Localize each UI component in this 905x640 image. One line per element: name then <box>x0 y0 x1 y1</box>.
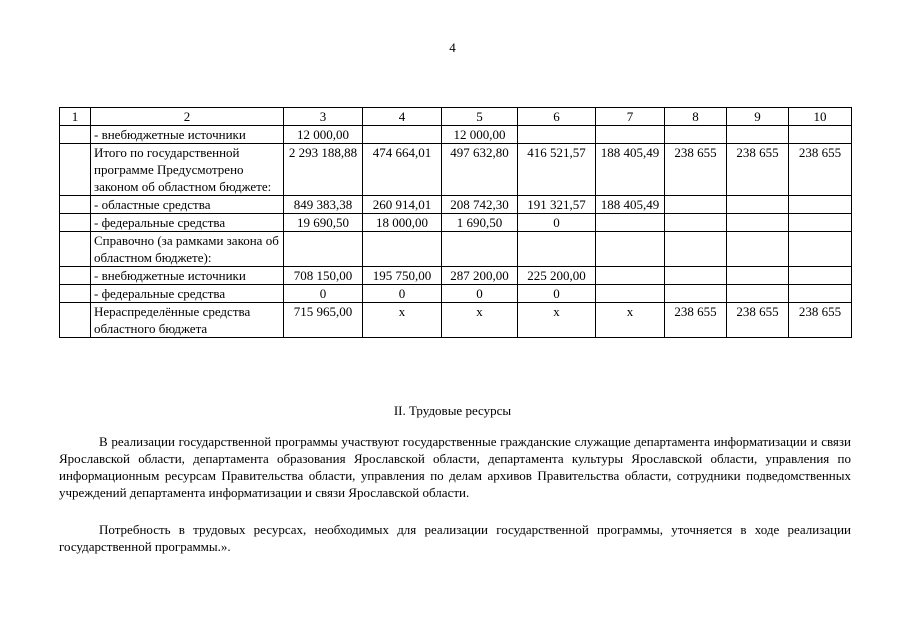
table-header-row <box>60 108 852 126</box>
table-cell <box>442 232 518 267</box>
table-cell <box>596 232 665 267</box>
table-cell: 497 632,80 <box>442 144 518 196</box>
table-cell <box>727 196 789 214</box>
row-label-cell: - областные средства <box>91 196 284 214</box>
column-header: 8 <box>665 108 727 126</box>
table-cell <box>665 126 727 144</box>
table-cell: 0 <box>518 285 596 303</box>
table-cell: 238 655 <box>665 144 727 196</box>
table-cell <box>596 214 665 232</box>
table-cell <box>60 285 91 303</box>
table-row <box>60 285 852 303</box>
page-number: 4 <box>449 40 456 55</box>
paragraph: Потребность в трудовых ресурсах, необходимых для реализации государственной программы, уточняется в ходе реализации государственной программы.». <box>59 522 851 554</box>
table-cell: 715 965,00 <box>284 303 363 338</box>
table-cell: х <box>596 303 665 338</box>
table-cell <box>60 267 91 285</box>
table-cell <box>789 196 852 214</box>
table-cell: 195 750,00 <box>363 267 442 285</box>
table-cell: 1 690,50 <box>442 214 518 232</box>
table-cell: 0 <box>442 285 518 303</box>
column-header: 9 <box>727 108 789 126</box>
table-cell <box>518 126 596 144</box>
table-cell: 188 405,49 <box>596 144 665 196</box>
table-cell <box>596 285 665 303</box>
table-cell: 474 664,01 <box>363 144 442 196</box>
table-cell: 188 405,49 <box>596 196 665 214</box>
column-header: 4 <box>363 108 442 126</box>
table-cell: 849 383,38 <box>284 196 363 214</box>
row-label-cell: Нераспределённые средства областного бюджета <box>91 303 284 338</box>
table-cell <box>789 232 852 267</box>
table-cell <box>518 232 596 267</box>
table-cell <box>60 303 91 338</box>
table-cell: 238 655 <box>789 144 852 196</box>
paragraph: В реализации государственной программы участвуют государственные гражданские служащие департамента информатизации и связи Ярославской области, департамента образования Ярославской области, департамента культуры Ярославской области, управления по информационным ресурсам Правительства области, управления по делам архивов Правительства области, сотрудники подведомственных учреждений департамента информатизации и связи Ярославской области. <box>59 434 851 500</box>
row-label-cell: - внебюджетные источники <box>91 126 284 144</box>
table-cell <box>789 285 852 303</box>
table-cell: 208 742,30 <box>442 196 518 214</box>
table-cell: 12 000,00 <box>284 126 363 144</box>
table-cell: 191 321,57 <box>518 196 596 214</box>
table-cell <box>665 196 727 214</box>
table-cell <box>727 285 789 303</box>
column-header: 10 <box>789 108 852 126</box>
table-cell: 708 150,00 <box>284 267 363 285</box>
budget-table <box>59 107 852 338</box>
table-row <box>60 196 852 214</box>
table-cell: 238 655 <box>727 303 789 338</box>
table-cell: 287 200,00 <box>442 267 518 285</box>
table-cell: 238 655 <box>665 303 727 338</box>
table-cell <box>284 232 363 267</box>
column-header: 2 <box>91 108 284 126</box>
table-cell: 18 000,00 <box>363 214 442 232</box>
column-header: 5 <box>442 108 518 126</box>
table-cell <box>727 232 789 267</box>
table-cell <box>596 126 665 144</box>
table-cell <box>665 285 727 303</box>
table-cell <box>60 196 91 214</box>
table-cell <box>665 267 727 285</box>
table-cell <box>60 214 91 232</box>
table-cell <box>665 232 727 267</box>
table-cell <box>60 126 91 144</box>
table-row <box>60 303 852 338</box>
table-cell <box>60 232 91 267</box>
column-header: 6 <box>518 108 596 126</box>
table-cell <box>60 144 91 196</box>
table-row <box>60 214 852 232</box>
row-label-cell: - федеральные средства <box>91 214 284 232</box>
table-cell <box>727 126 789 144</box>
table-cell <box>789 214 852 232</box>
table-cell: 19 690,50 <box>284 214 363 232</box>
table-row <box>60 267 852 285</box>
column-header: 7 <box>596 108 665 126</box>
table-cell: 416 521,57 <box>518 144 596 196</box>
table-cell: 0 <box>284 285 363 303</box>
table-cell: х <box>442 303 518 338</box>
column-header: 3 <box>284 108 363 126</box>
row-label-cell: - внебюджетные источники <box>91 267 284 285</box>
column-header: 1 <box>60 108 91 126</box>
table-cell: х <box>363 303 442 338</box>
table-cell <box>727 267 789 285</box>
row-label-cell: Справочно (за рамками закона об областном бюджете): <box>91 232 284 267</box>
table-cell <box>727 214 789 232</box>
table-cell: 238 655 <box>789 303 852 338</box>
table-row <box>60 144 852 196</box>
table-cell: 238 655 <box>727 144 789 196</box>
table-cell <box>665 214 727 232</box>
section-title: II. Трудовые ресурсы <box>393 403 512 418</box>
table-cell: 2 293 188,88 <box>284 144 363 196</box>
table-cell: 260 914,01 <box>363 196 442 214</box>
table-cell: 225 200,00 <box>518 267 596 285</box>
table-row <box>60 126 852 144</box>
table-cell: х <box>518 303 596 338</box>
table-cell: 0 <box>363 285 442 303</box>
table-cell <box>596 267 665 285</box>
row-label-cell: Итого по государственной программе Предусмотрено законом об областном бюджете: <box>91 144 284 196</box>
table-cell: 0 <box>518 214 596 232</box>
row-label-cell: - федеральные средства <box>91 285 284 303</box>
table-cell: 12 000,00 <box>442 126 518 144</box>
table-row <box>60 232 852 267</box>
table-cell <box>789 267 852 285</box>
table-cell <box>363 126 442 144</box>
table-cell <box>363 232 442 267</box>
table-cell <box>789 126 852 144</box>
